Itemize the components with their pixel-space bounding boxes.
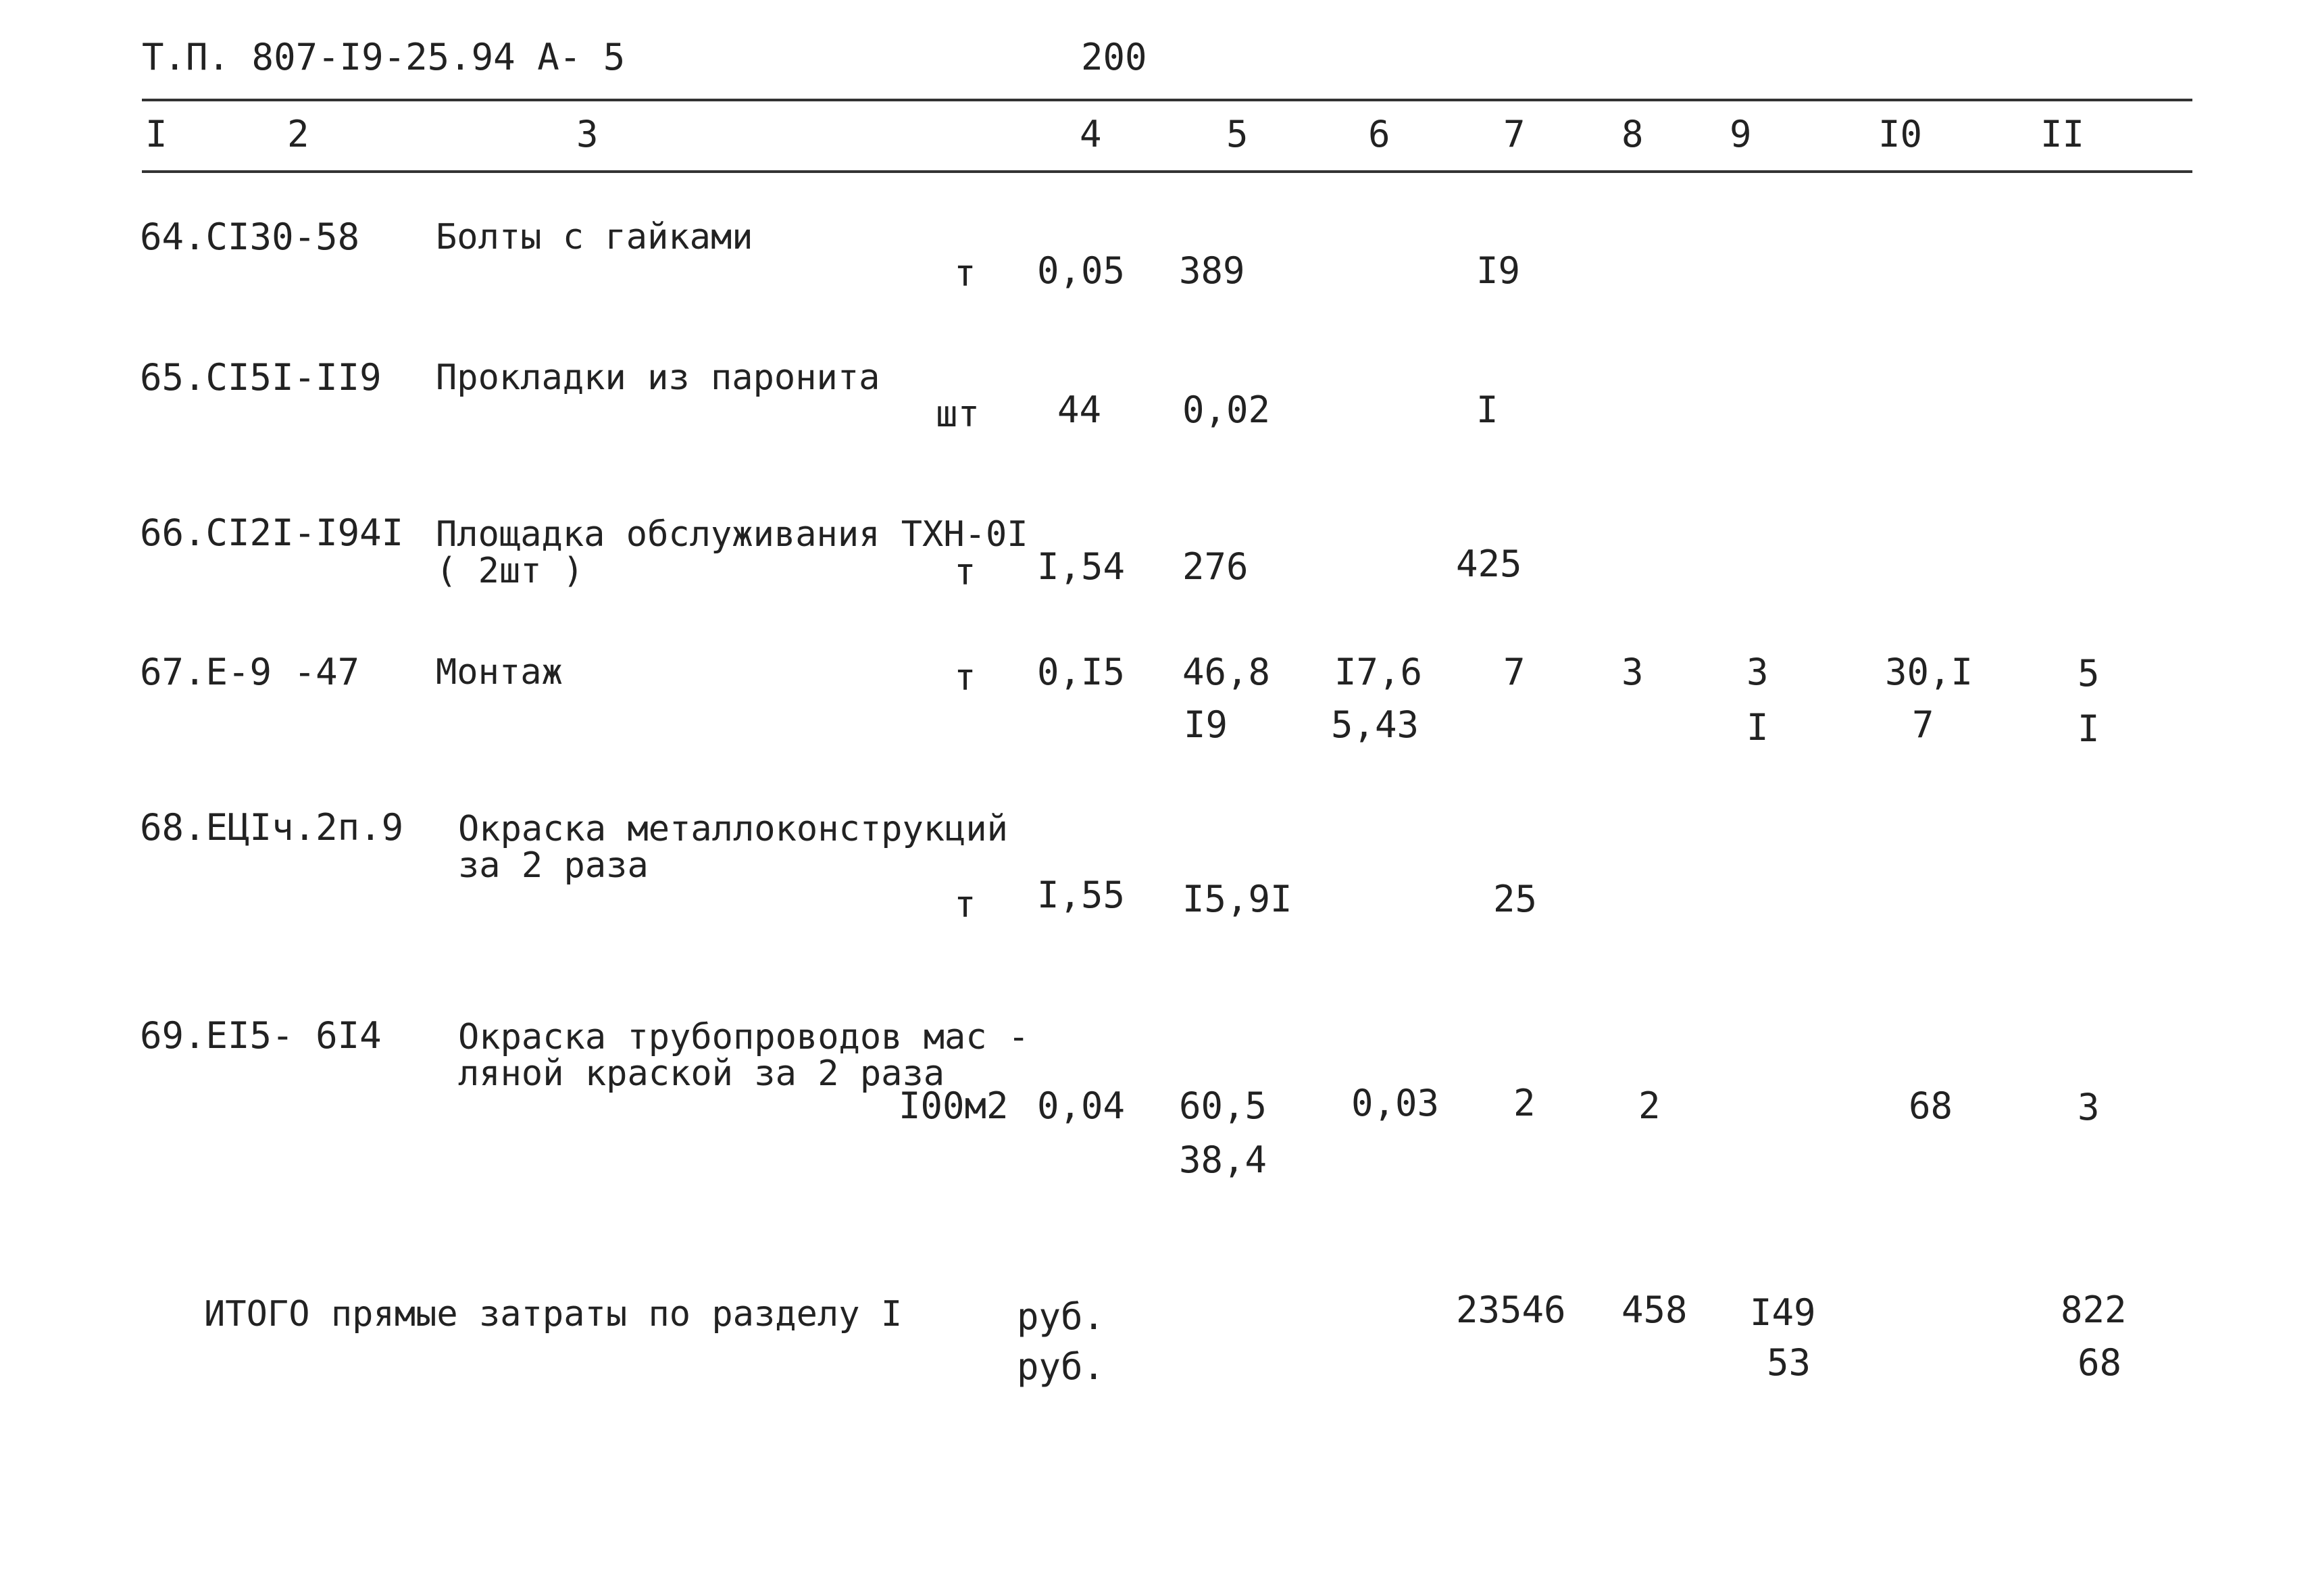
row-description-line2: за 2 раза [458,845,649,886]
total-col7: 23546 [1456,1289,1566,1331]
row-col5: 46,8 [1182,651,1271,693]
row-unit: т [954,883,976,926]
column-header-11: II [2040,113,2085,155]
row-description: Болты с гайками [436,217,753,257]
row-description-line2: ляной краской за 2 раза [458,1053,945,1094]
row-description: Окраска металлоконструкций [458,809,1008,849]
row-unit: т [954,551,976,593]
row-code: 68.ЕЦIч.2п.9 [140,806,404,849]
row-quantity: 0,04 [1037,1084,1126,1127]
row-col7: 25 [1493,878,1538,920]
row-col5: 276 [1182,545,1249,588]
column-header-8: 8 [1621,113,1644,155]
column-header-4: 4 [1080,113,1102,155]
row-quantity: 44 [1057,389,1102,431]
row-col6: I7,6 [1334,651,1423,693]
row-col8: 3 [1621,651,1644,693]
row-col10: 30,I [1885,651,1973,693]
row-col11: 3 [2078,1086,2100,1128]
row-unit: шт [936,393,980,435]
total-unit-line2: руб. [1017,1345,1105,1388]
row-col7: I9 [1476,249,1521,292]
row-code: 67.Е-9 -47 [140,651,360,693]
column-header-3: 3 [576,113,599,155]
row-col5-line2: I9 [1184,703,1228,746]
row-quantity: 0,I5 [1037,651,1126,693]
row-quantity: I,54 [1037,545,1126,588]
row-col10-line2: 7 [1912,703,1934,746]
row-col5: 0,02 [1182,389,1271,431]
row-col7: 425 [1456,543,1522,585]
row-col10: 68 [1909,1084,1953,1127]
column-header-6: 6 [1368,113,1390,155]
column-header-1: I [145,113,168,155]
header-rule-bottom [142,170,2192,173]
row-description: Окраска трубопроводов мас - [458,1017,1030,1057]
row-unit: I00м2 [899,1084,1009,1127]
row-col6: 0,03 [1351,1082,1440,1124]
total-col11: 822 [2061,1289,2127,1331]
row-code: 65.СI5I-II9 [140,356,382,399]
row-col11-line2: I [2078,707,2100,750]
row-col7: 2 [1513,1082,1536,1124]
row-col5: 389 [1179,249,1245,292]
total-label: ИТОГО прямые затраты по разделу I [204,1294,903,1335]
page-number: 200 [1081,36,1147,78]
row-col8: 2 [1638,1084,1661,1127]
column-header-9: 9 [1730,113,1752,155]
column-header-5: 5 [1226,113,1249,155]
row-col5: 60,5 [1179,1084,1267,1127]
row-description: Площадка обслуживания ТХН-0I [436,514,1028,555]
row-col6-line2: 5,43 [1331,703,1419,746]
total-col9-line2: 53 [1767,1341,1811,1384]
row-code: 64.СI30-58 [140,216,360,258]
row-code: 69.ЕI5- 6I4 [140,1014,382,1057]
row-col9: 3 [1746,651,1769,693]
row-col9-line2: I [1746,706,1769,749]
row-description-line2: ( 2шт ) [436,551,584,591]
row-col5-line2: 38,4 [1179,1139,1267,1181]
total-col9: I49 [1750,1291,1816,1334]
row-unit: т [954,252,976,295]
row-quantity: I,55 [1037,874,1126,916]
total-col8: 458 [1621,1289,1688,1331]
row-col7: I [1476,389,1499,431]
row-col11: 5 [2078,652,2100,695]
total-col11-line2: 68 [2078,1341,2122,1384]
row-description: Прокладки из паронита [436,357,880,398]
row-unit: т [954,656,976,699]
row-description: Монтаж [436,652,563,693]
row-quantity: 0,05 [1037,249,1126,292]
column-header-10: I0 [1878,113,1923,155]
document-code: Т.П. 807-I9-25.94 А- 5 [142,36,626,78]
row-col5: I5,9I [1182,878,1292,920]
column-header-2: 2 [287,113,309,155]
row-code: 66.СI2I-I94I [140,512,404,554]
total-unit: руб. [1017,1295,1105,1338]
row-col7: 7 [1503,651,1526,693]
header-rule-top [142,99,2192,101]
column-header-7: 7 [1503,113,1526,155]
